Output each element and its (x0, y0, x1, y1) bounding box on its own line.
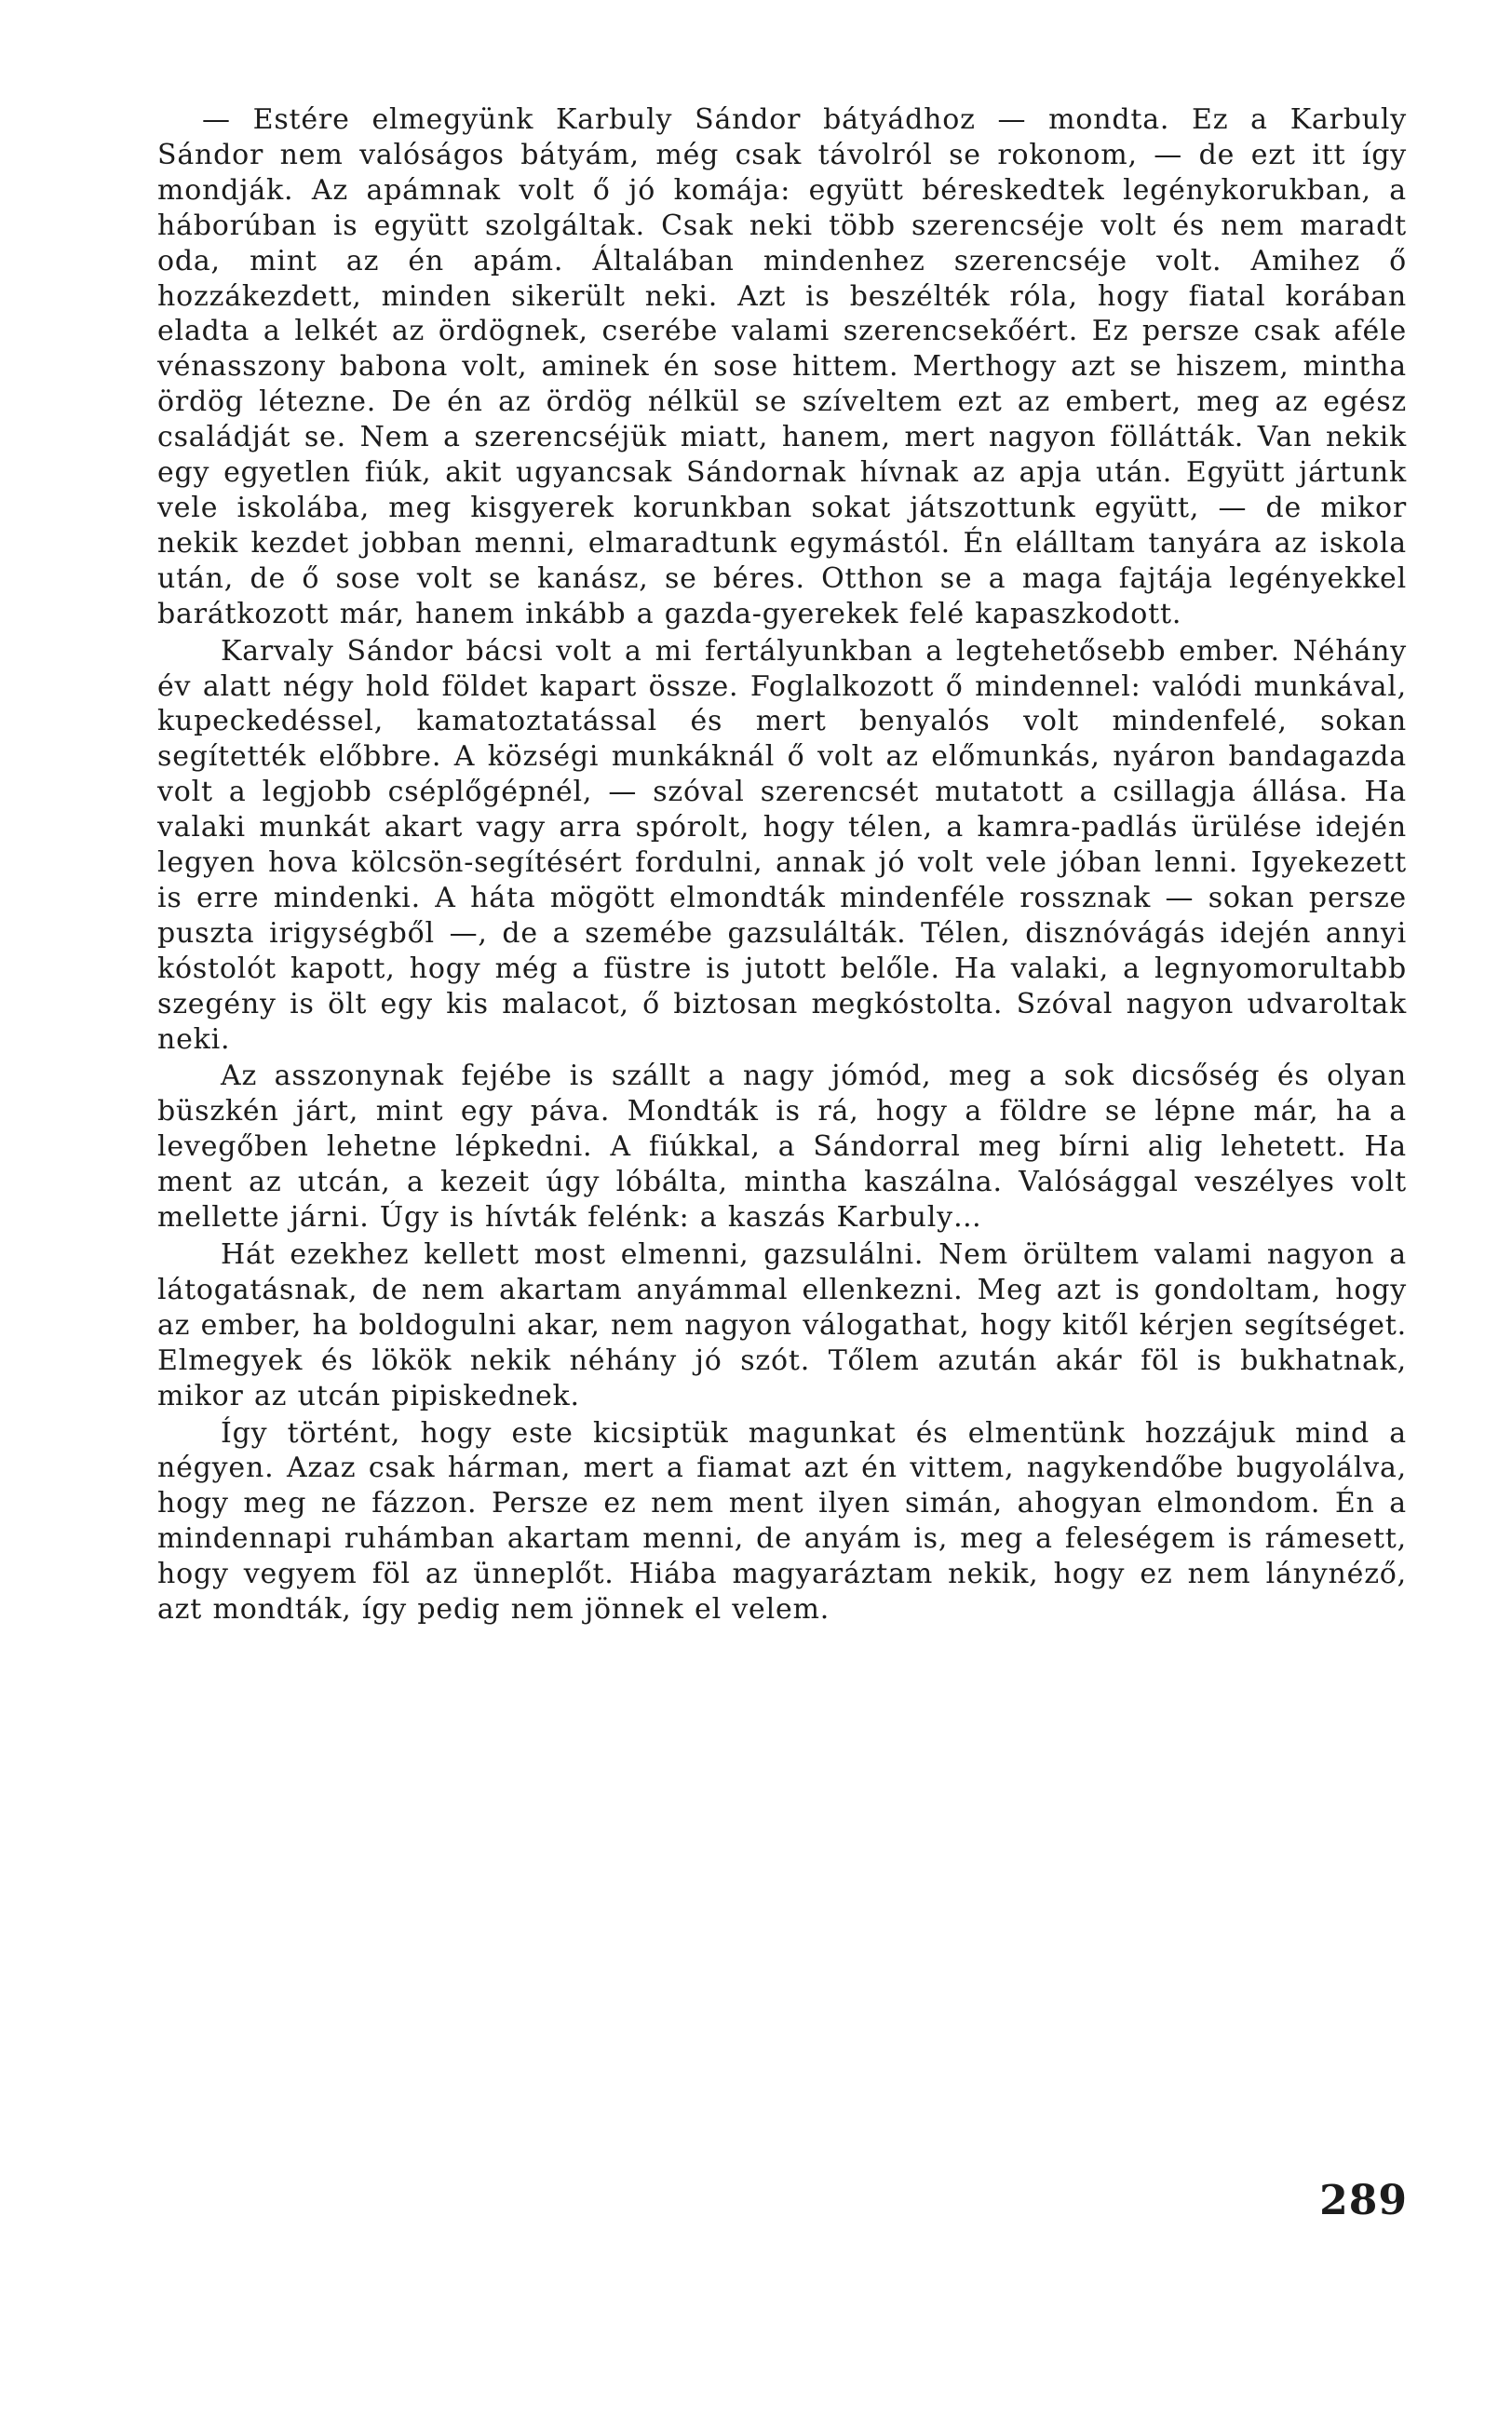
page-number: 289 (1319, 2177, 1408, 2224)
page-body (157, 102, 1407, 1628)
paragraph-5: Így történt, hogy este kicsiptük magunkat és elmentünk hozzájuk mind a négyen. Azaz csak hárman, mert a fiamat azt én vittem, nagykendőbe bugyolálva, hogy meg ne fázzon. Persze ez nem ment ilyen simán, ahogyan elmondom. Én a mindennapi ruhámban akartam menni, de anyám is, meg a feleségem is rámesett, hogy vegyem föl az ünneplőt. Hiába magyaráztam nekik, hogy ez nem lánynéző, azt mondták, így pedig nem jönnek el velem. (157, 1416, 1407, 1627)
paragraph-3: Az asszonynak fejébe is szállt a nagy jómód, meg a sok dicsőség és olyan büszkén járt, mint egy páva. Mondták is rá, hogy a földre se lépne már, ha a levegőben lehetne lépkedni. A fiúkkal, a Sándorral meg bírni alig lehetett. Ha ment az utcán, a kezeit úgy lóbálta, mintha kaszálna. Valósággal veszélyes volt mellette járni. Úgy is hívták felénk: a kaszás Karbuly… (157, 1060, 1407, 1235)
paragraph-4: Hát ezekhez kellett most elmenni, gazsulálni. Nem örültem valami nagyon a látogatásnak, de nem akartam anyámmal ellenkezni. Meg azt is gondoltam, hogy az ember, ha boldogulni akar, nem nagyon válogathat, hogy kitől kérjen segítséget. Elmegyek és lökök nekik néhány jó szót. Tőlem azután akár föl is bukhatnak, mikor az utcán pipiskednek. (157, 1238, 1407, 1412)
paragraph-1: — Estére elmegyünk Karbuly Sándor bátyádhoz — mondta. Ez a Karbuly Sándor nem valóságos bátyám, még csak távolról se rokonom, — de ezt itt így mondják. Az apámnak volt ő jó komája: együtt béreskedtek legénykorukban, a háborúban is együtt szolgáltak. Csak neki több szerencséje volt és nem maradt oda, mint az én apám. Általában mindenhez szerencséje volt. Amihez ő hozzákezdett, minden sikerült neki. Azt is beszélték róla, hogy fiatal korában eladta a lelkét az ördögnek, cserébe valami szerencsekőért. Ez persze csak aféle vénasszony babona volt, aminek én sose hittem. Merthogy azt se hiszem, mintha ördög létezne. De én az ördög nélkül se szíveltem ezt az embert, meg az egész családját se. Nem a szerencséjük miatt, hanem, mert nagyon föllátták. Van nekik egy egyetlen fiúk, akit ugyancsak Sándornak hívnak az apja után. Együtt jártunk vele iskolába, meg kisgyerek korunkban sokat játszottunk együtt, — de mikor nekik kezdet jobban menni, elmaradtunk egymástól. Én elálltam tanyára az iskola után, de ő sose volt se kanász, se béres. Otthon se a maga fajtája legényekkel barátkozott már, hanem inkább a gazda-gyerekek felé kapaszkodott. (157, 103, 1407, 630)
paragraph-2: Karvaly Sándor bácsi volt a mi fertályunkban a legtehetősebb ember. Néhány év alatt négy hold földet kapart össze. Foglalkozott ő mindennel: valódi munkával, kupeckedéssel, kamatoztatással és mert benyalós volt mindenfelé, sokan segítették előbbre. A községi munkáknál ő volt az előmunkás, nyáron bandagazda volt a legjobb cséplőgépnél, — szóval szerencsét mutatott a csillagja állása. Ha valaki munkát akart vagy arra spórolt, hogy télen, a kamra-padlás ürülése idején legyen hova kölcsön-segítésért fordulni, annak jó volt vele jóban lenni. Igyekezett is erre mindenki. A háta mögött elmondták mindenféle rossznak — sokan persze puszta irigységből —, de a szemébe gazsulálták. Télen, disznóvágás idején annyi kóstolót kapott, hogy még a füstre is jutott belőle. Ha valaki, a legnyomorultabb szegény is ölt egy kis malacot, ő biztosan megkóstolta. Szóval nagyon udvaroltak neki. (157, 634, 1407, 1056)
